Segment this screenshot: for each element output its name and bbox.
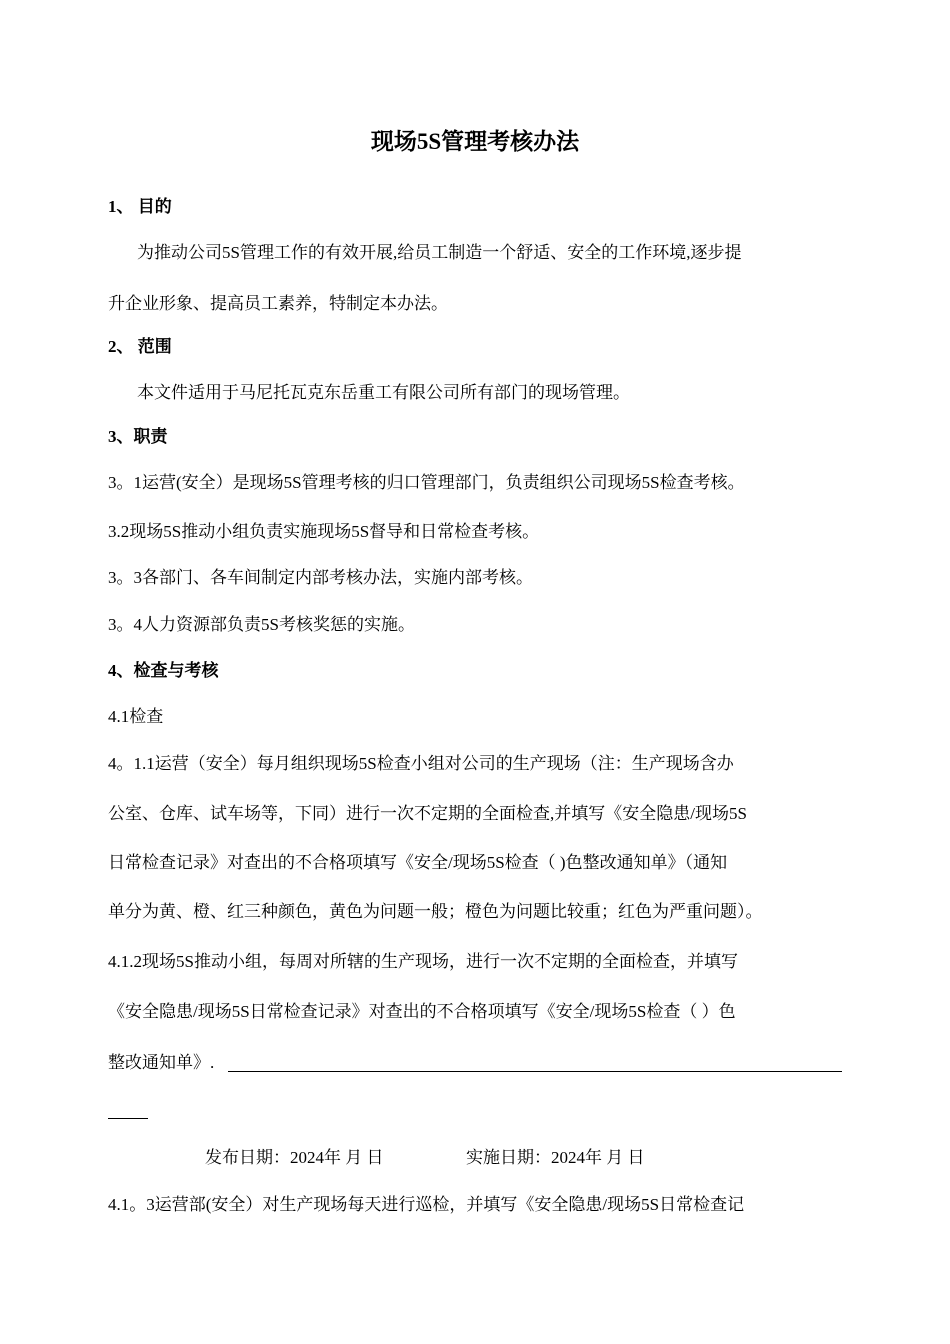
section-1-paragraph-line: 升企业形象、提高员工素养，特制定本办法。 <box>108 294 448 313</box>
section-1-heading: 1、 目的 <box>108 197 172 216</box>
clause-4-1-2-line: 4.1.2现场5S推动小组，每周对所辖的生产现场，进行一次不定期的全面检查，并填写 <box>108 952 738 971</box>
clause-4-1-1-line: 单分为黄、橙、红三种颜色，黄色为问题一般；橙色为问题比较重；红色为严重问题）。 <box>108 902 763 921</box>
underline-rule <box>228 1071 842 1072</box>
document-title: 现场5S管理考核办法 <box>370 129 580 154</box>
section-3-item: 3.2现场5S推动小组负责实施现场5S督导和日常检查考核。 <box>108 522 540 541</box>
clause-4-1-1-line: 4。1.1运营（安全）每月组织现场5S检查小组对公司的生产现场（注：生产现场含办 <box>108 754 734 773</box>
clause-4-1-2-line: 整改通知单》. <box>108 1053 215 1072</box>
section-3-heading: 3、职责 <box>108 427 168 446</box>
section-3-item: 3。1运营(安全）是现场5S管理考核的归口管理部门，负责组织公司现场5S检查考核。 <box>108 473 745 492</box>
clause-4-1-1-line: 公室、仓库、试车场等，下同）进行一次不定期的全面检查,并填写《安全隐患/现场5S <box>108 804 747 823</box>
section-1-paragraph-line: 为推动公司5S管理工作的有效开展,给员工制造一个舒适、安全的工作环境,逐步提 <box>137 243 742 262</box>
section-4-heading: 4、检查与考核 <box>108 661 219 680</box>
effective-date: 实施日期：2024年 月 日 <box>466 1148 645 1167</box>
publish-date: 发布日期：2024年 月 日 <box>205 1148 384 1167</box>
section-2-paragraph-line: 本文件适用于马尼托瓦克东岳重工有限公司所有部门的现场管理。 <box>137 383 630 402</box>
section-3-item: 3。4人力资源部负责5S考核奖惩的实施。 <box>108 615 415 634</box>
underline-rule <box>108 1118 148 1119</box>
clause-4-1-2-line: 《安全隐患/现场5S日常检查记录》对查出的不合格项填写《安全/现场5S检查（ ）色 <box>108 1002 736 1021</box>
section-2-heading: 2、 范围 <box>108 337 172 356</box>
section-3-item: 3。3各部门、各车间制定内部考核办法，实施内部考核。 <box>108 568 533 587</box>
clause-4-1-1-line: 日常检查记录》对查出的不合格项填写《安全/现场5S检查（ )色整改通知单》（通知 <box>108 853 728 872</box>
clause-4-1-3-line: 4.1。3运营部(安全）对生产现场每天进行巡检，并填写《安全隐患/现场5S日常检查记 <box>108 1195 745 1214</box>
section-4-subheading: 4.1检查 <box>108 707 164 726</box>
